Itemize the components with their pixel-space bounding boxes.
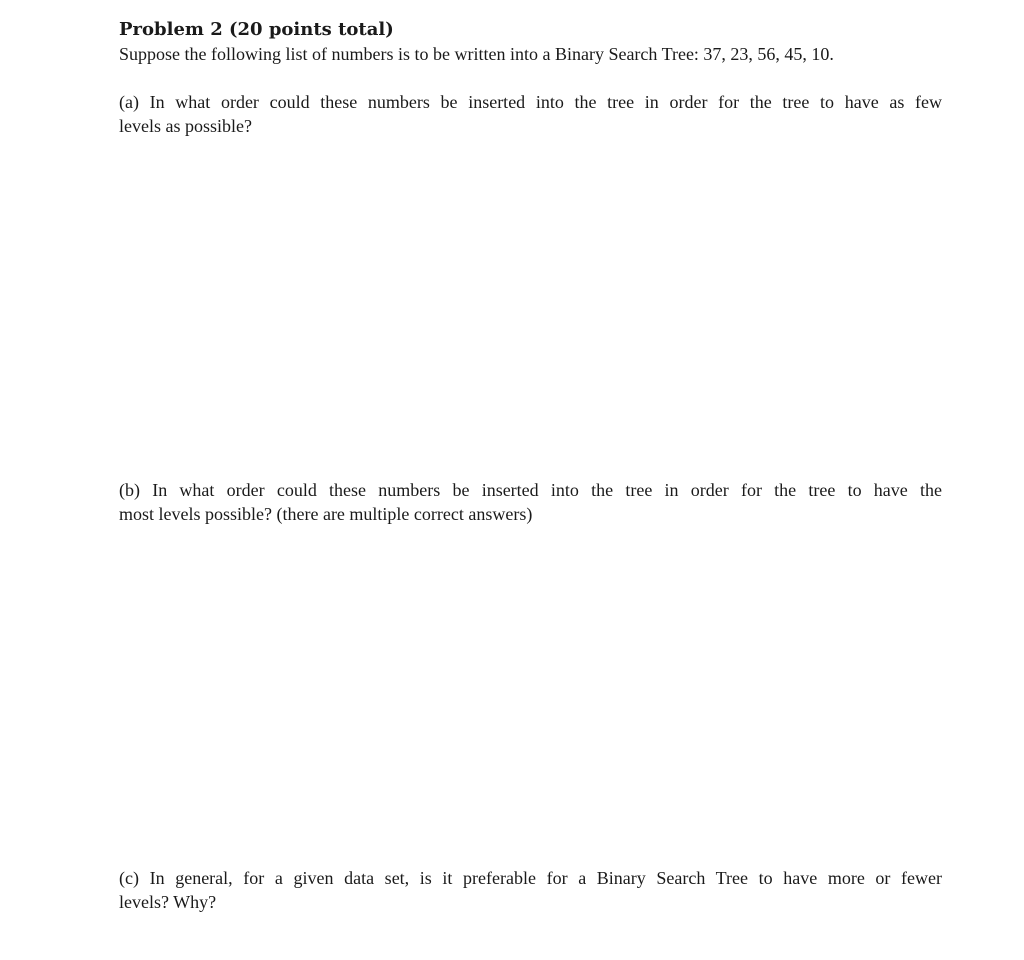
question-c-line-1: (c) In general, for a given data set, is it preferable for a Binary Search Tree to have more or fewer: [119, 868, 942, 888]
question-a: [119, 90, 942, 138]
question-b-line-2: most levels possible? (there are multiple correct answers): [119, 504, 533, 524]
question-b-line-1: (b) In what order could these numbers be inserted into the tree in order for the tree to have the: [119, 480, 942, 500]
question-a-line-1: (a) In what order could these numbers be inserted into the tree in order for the tree to have as few: [119, 92, 942, 112]
question-a-line-2: levels as possible?: [119, 116, 252, 136]
question-c-line-2: levels? Why?: [119, 892, 217, 912]
question-c: [119, 866, 942, 914]
problem-intro: Suppose the following list of numbers is to be written into a Binary Search Tree: 37, 23, 56, 45, 10.: [119, 44, 834, 64]
question-b: [119, 478, 942, 526]
problem-title: Problem 2 (20 points total): [119, 19, 394, 40]
